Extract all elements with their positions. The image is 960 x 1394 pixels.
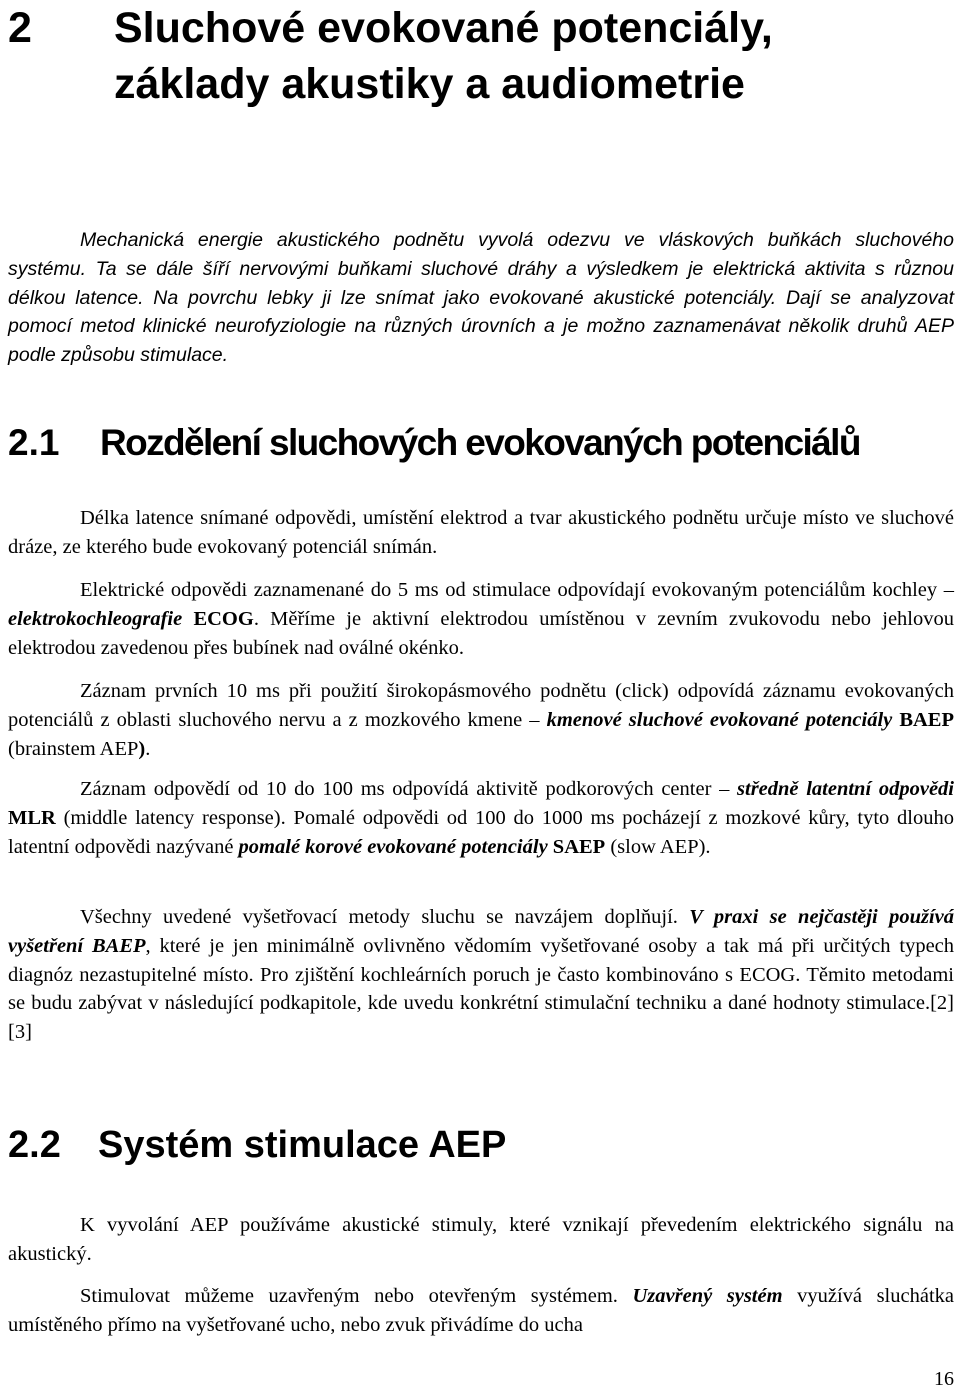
term-saep: pomalé korové evokované potenciály — [238, 835, 548, 858]
section-2-2-heading — [8, 1120, 506, 1170]
paragraph-ecog — [8, 576, 954, 662]
paragraph-baep — [8, 677, 954, 763]
text-span: Záznam odpovědí od 10 do 100 ms odpovídá aktivitě podkorových center – — [80, 778, 738, 800]
chapter-title-line2: základy akustiky a audiometrie — [114, 60, 745, 108]
abbr-mlr: MLR — [8, 806, 56, 829]
text-span: využívá sluchátka umístěného přímo na vyšetřované ucho, nebo zvuk přivádíme do ucha — [8, 1285, 954, 1336]
text-span: Všechny uvedené vyšetřovací metody sluchu se navzájem doplňují. — [80, 906, 690, 928]
abbr-ecog: ECOG — [193, 607, 254, 630]
text-span: (middle latency response). Pomalé odpovědi od 100 do 1000 ms pocházejí z mozkové kůry, tyto dlouho latentní odpovědi nazývané — [8, 806, 954, 858]
paragraph-mlr — [8, 775, 954, 861]
term-closed-system: Uzavřený systém — [632, 1285, 783, 1307]
text-span: ) — [138, 737, 146, 760]
section-2-2-title: Systém stimulace AEP — [98, 1124, 507, 1166]
abbr-baep: BAEP — [899, 708, 954, 731]
section-2-1-title: Rozdělení sluchových evokovaných potenciálů — [100, 422, 860, 463]
text-span: . — [145, 737, 151, 760]
term-mlr: středně latentní odpovědi — [737, 778, 954, 800]
abbr-saep: SAEP — [552, 835, 606, 858]
text-span: (brainstem AEP — [8, 737, 139, 760]
text-span: Elektrické odpovědi zaznamenané do 5 ms od stimulace odpovídají evokovaným potenciálům kochley – — [80, 579, 954, 601]
paragraph-latency: Délka latence snímané odpovědi, umístění elektrod a tvar akustického podnětu určuje místo ve sluchové dráze, ze kterého bude evokovaný potenciál snímán. — [8, 507, 954, 558]
text-span: . Měříme je aktivní elektrodou umístěnou v zevním zvukovodu nebo jehlovou elektrodou zavedenou přes bubínek nad oválné okénko. — [8, 607, 955, 659]
intro-paragraph: Mechanická energie akustického podnětu vyvolá odezvu ve vláskových buňkách sluchového systému. Ta se dále šíří nervovými buňkami sluchové dráhy a výsledkem je elektrická aktivita s různou délkou latence. Na povrchu lebky ji lze snímat jako evokované akustické potenciály. Dají se analyzovat pomocí metod klinické neurofyziologie na různých úrovních a je možno zaznamenávat několik druhů AEP podle způsobu stimulace. — [8, 229, 954, 367]
section-2-1-number: 2.1 — [8, 422, 60, 463]
term-baep: kmenové sluchové evokované potenciály — [546, 708, 893, 731]
text-span: , které je jen minimálně ovlivněno vědomím vyšetřované osoby a tak má při určitých typech diagnóz nezastupitelné místo. Pro zjištění kochleárních poruch je často kombinováno s ECOG. Těmito metodami se budu zabývat v následující podkapitole, kde uvedu konkrétní stimulační techniku a dané hodnoty stimulace.[2][3] — [8, 934, 955, 1044]
section-2-2-number: 2.2 — [8, 1124, 61, 1166]
chapter-title — [8, 0, 958, 112]
page-number: 16 — [934, 1368, 954, 1390]
text-span: Záznam prvních 10 ms při použití širokopásmového podnětu (click) odpovídá záznamu evokovaných potenciálů z oblasti sluchového nervu a z mozkového kmene – — [8, 680, 954, 731]
paragraph-summary — [8, 903, 954, 1047]
chapter-number: 2 — [8, 4, 32, 52]
term-ecochg: elektrokochleografie — [8, 607, 183, 630]
text-span — [182, 608, 193, 630]
section-2-1-heading — [8, 420, 860, 466]
paragraph-stimuli: K vyvolání AEP používáme akustické stimuly, které vznikají převedením elektrického signálu na akustický. — [8, 1214, 954, 1265]
term-praxe-baep: V praxi se nejčastěji používá vyšetření BAEP — [8, 906, 955, 957]
paragraph-closed-system — [8, 1282, 954, 1340]
text-span: (slow AEP). — [605, 835, 711, 858]
text-span: Stimulovat můžeme uzavřeným nebo otevřeným systémem. — [80, 1285, 633, 1307]
chapter-title-line1: Sluchové evokované potenciály, — [114, 4, 773, 52]
